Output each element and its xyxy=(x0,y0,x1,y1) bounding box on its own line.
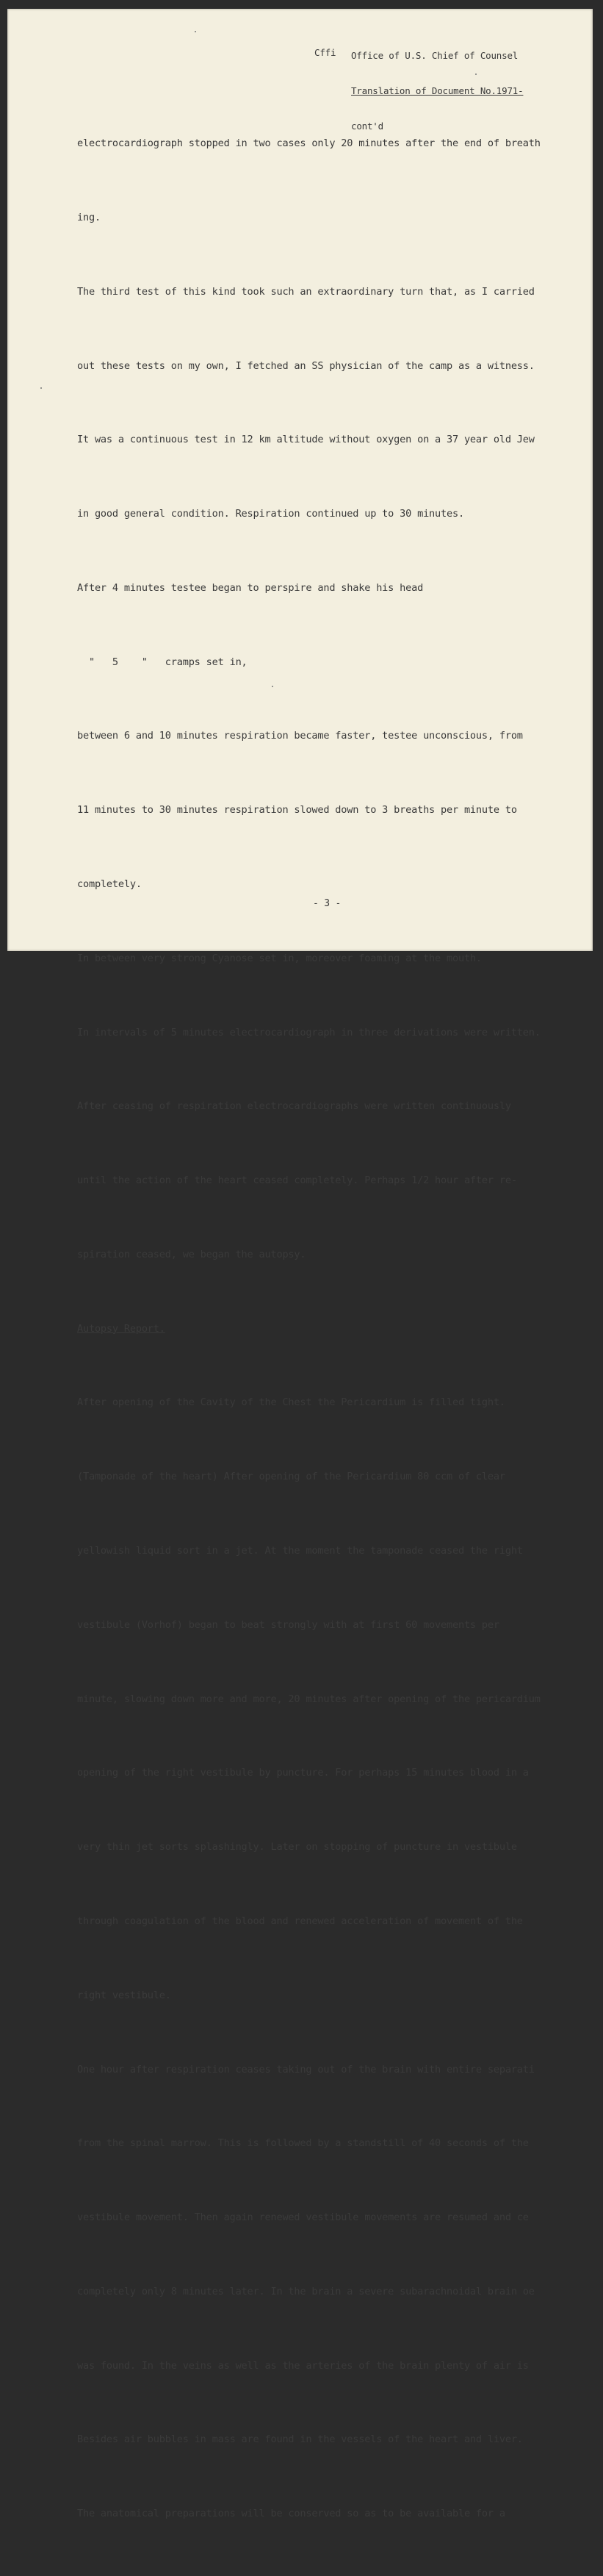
body-line: electrocardiograph stopped in two cases only 20 minutes after the end of breath xyxy=(77,137,541,150)
body-line: very thin jet sorts splashingly. Later on stopping of puncture in vestibule xyxy=(77,1841,517,1854)
body-line: Besides air bubbles in mass are found in the vessels of the heart and liver. xyxy=(77,2433,523,2446)
body-line: yellowish liquid sort in a jet. At the moment the tamponade ceased the right xyxy=(77,1545,523,1557)
paper-speck xyxy=(272,686,273,687)
header-left-mark: Cffi xyxy=(314,47,336,58)
body-line: The third test of this kind took such an extraordinary turn that, as I carried xyxy=(77,285,535,298)
body-line: In intervals of 5 minutes electrocardiograph in three derivations were written. xyxy=(77,1026,541,1038)
body-line: until the action of the heart ceased completely. Perhaps 1/2 hour after re- xyxy=(77,1174,517,1187)
body-line: " 5 " cramps set in, xyxy=(77,656,248,668)
body-line: was found. In the veins as well as the arteries of the brain plenty of air is xyxy=(77,2359,529,2372)
body-line: vestibule (Vorhof) began to beat strongly with at first 60 movements per xyxy=(77,1618,499,1631)
body-line: It was a continuous test in 12 km altitude without oxygen on a 37 year old Jew xyxy=(77,434,535,446)
body-line: vestibule movement. Then again renewed vestibule movements are resumed and ce xyxy=(77,2211,529,2224)
body-line: One hour after respiration ceases taking out of the brain with entire separati xyxy=(77,2063,535,2075)
body-line: between 6 and 10 minutes respiration became faster, testee unconscious, from xyxy=(77,730,523,742)
body-line: (Tamponade of the heart) After opening of the Pericardium 80 ccm of clear xyxy=(77,1471,505,1483)
paper-speck xyxy=(475,73,477,75)
body-line: spiration ceased, we began the autopsy. xyxy=(77,1248,306,1260)
body-line: minute, slowing down more and more, 20 minutes after opening of the pericardium xyxy=(77,1693,541,1705)
body-text xyxy=(77,82,541,2576)
body-line: through coagulation of the blood and renewed acceleration of movement of the xyxy=(77,1915,523,1927)
body-line: ing. xyxy=(77,211,101,223)
translation-line: Translation of Document No.1971- xyxy=(351,85,524,96)
contd-line: cont'd xyxy=(351,121,383,132)
body-line: 11 minutes to 30 minutes respiration slowed down to 3 breaths per minute to xyxy=(77,804,517,817)
body-line: completely only 8 minutes later. In the brain a severe subarachnoidal brain oe xyxy=(77,2285,535,2297)
body-line: in good general condition. Respiration continued up to 30 minutes. xyxy=(77,508,464,520)
body-line: opening of the right vestibule by puncture. For perhaps 15 minutes blood in a xyxy=(77,1767,529,1779)
body-line: out these tests on my own, I fetched an SS physician of the camp as a witness. xyxy=(77,359,535,372)
office-line: Office of U.S. Chief of Counsel xyxy=(351,50,519,61)
body-line: The anatomical preparations will be conserved so as to be available for a xyxy=(77,2508,505,2520)
document-page xyxy=(7,9,593,2520)
autopsy-report-heading: Autopsy Report. xyxy=(77,1322,165,1335)
body-line: completely. xyxy=(77,878,142,890)
page-number: - 3 - xyxy=(313,898,342,909)
body-line: After 4 minutes testee began to perspire and shake his head xyxy=(77,581,424,594)
body-line: After ceasing of respiration electrocardiographs were written continuously xyxy=(77,1100,511,1113)
body-line: from the spinal marrow. This is followed by a standstill of 40 seconds of the xyxy=(77,2137,529,2150)
paper-speck xyxy=(195,31,196,32)
paper-speck xyxy=(40,387,42,389)
body-line: After opening of the Cavity of the Chest the Pericardium is filled tight. xyxy=(77,1396,505,1409)
body-line: right vestibule. xyxy=(77,1989,171,2001)
body-line: In between very strong Cyanose set in, moreover foaming at the mouth. xyxy=(77,952,482,964)
